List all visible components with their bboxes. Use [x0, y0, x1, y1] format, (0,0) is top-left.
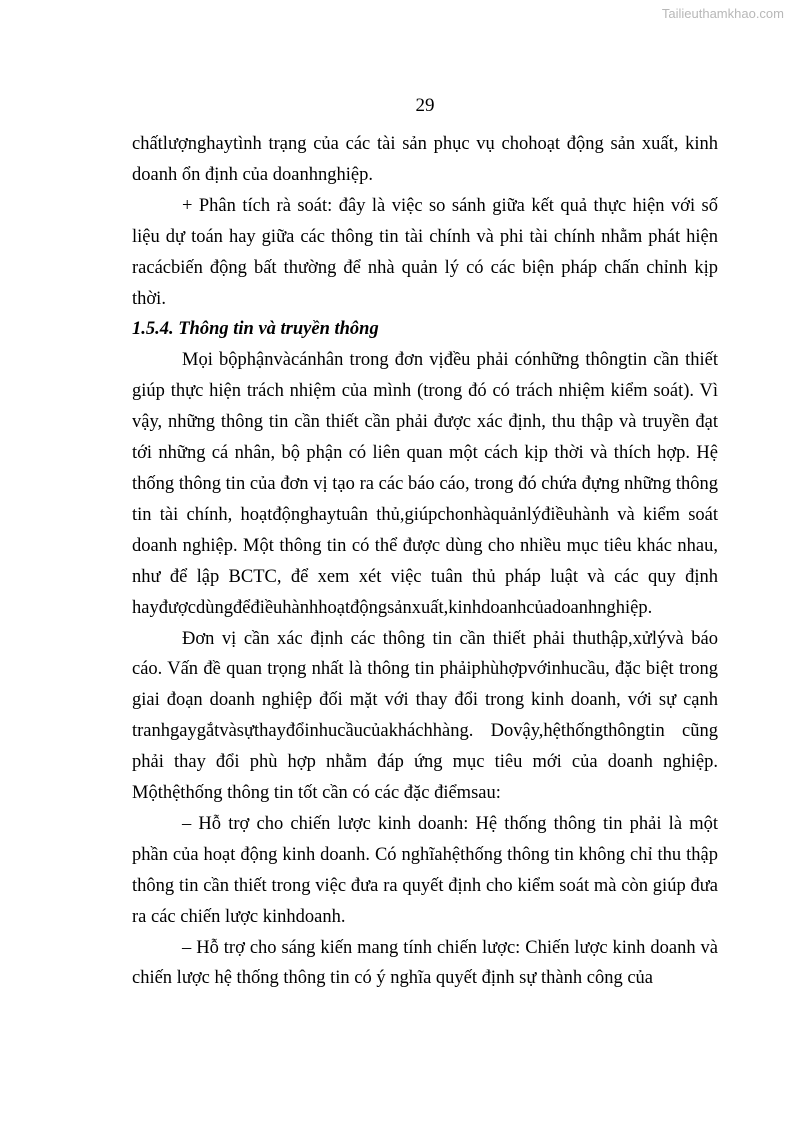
paragraph-review-analysis: + Phân tích rà soát: đây là việc so sánh giữa kết quả thực hiện với số liệu dự toán hay giữa các thông tin tài chính và phi tài chính nhằm phát hiện racácbiến động bất thường để nhà quản lý có các biện pháp chấn chỉnh kịp thời. — [132, 195, 718, 309]
paragraph-information-system: Đơn vị cần xác định các thông tin cần thiết phải thuthập,xửlývà báo cáo. Vấn đề quan trọng nhất là thông tin phảiphùhợpvớinhucầu, đặc biệt trong giai đoạn doanh nghiệp đối mặt với thay đổi trong kinh doanh, với sự cạnh tranhgaygắtvàsựthayđổinhucầucủakháchhàng. Dovậy,hệthốngthôngtin cũng phải thay đổi phù hợp nhằm đáp ứng mục tiêu mới của doanh nghiệp. Mộthệthống thông tin tốt cần có các đặc điểmsau: — [132, 628, 718, 804]
paragraph-information-needs: Mọi bộphậnvàcánhân trong đơn vịđều phải cónhững thôngtin cần thiết giúp thực hiện trách nhiệm của mình (trong đó có trách nhiệm kiểm soát). Vì vậy, những thông tin cần thiết cần phải được xác định, thu thập và truyền đạt tới những cá nhân, bộ phận có liên quan một cách kịp thời và thích hợp. Hệ thống thông tin của đơn vị tạo ra các báo cáo, trong đó chứa đựng những thông tin tài chính, hoạtđộnghaytuân thủ,giúpchonhàquảnlýđiềuhành và kiểm soát doanh nghiệp. Một thông tin có thể được dùng cho nhiều mục tiêu khác nhau, như để lập BCTC, để xem xét việc tuân thủ pháp luật và các quy định hayđượcdùngđểđiềuhànhhoạtđộngsảnxuất,kinhdoanhcủadoanhnghiệp. — [132, 350, 718, 618]
section-heading: 1.5.4. Thông tin và truyền thông — [132, 319, 379, 340]
document-body — [132, 129, 718, 994]
paragraph-business-strategy: – Hỗ trợ cho chiến lược kinh doanh: Hệ thống thông tin phải là một phần của hoạt động kinh doanh. Có nghĩahệthống thông tin không chỉ thu thập thông tin cần thiết trong việc đưa ra quyết định cho kiểm soát mà còn giúp đưa ra các chiến lược kinhdoanh. — [132, 813, 718, 927]
paragraph-strategic-initiative: – Hỗ trợ cho sáng kiến mang tính chiến lược: Chiến lược kinh doanh và chiến lược hệ thống thông tin có ý nghĩa quyết định sự thành công của — [132, 937, 718, 989]
paragraph-continuation: chấtlượnghaytình trạng của các tài sản phục vụ chohoạt động sản xuất, kinh doanh ổn định của doanhnghiệp. — [132, 134, 718, 185]
page-number: 29 — [415, 95, 435, 116]
watermark: Tailieuthamkhao.com — [661, 6, 784, 21]
